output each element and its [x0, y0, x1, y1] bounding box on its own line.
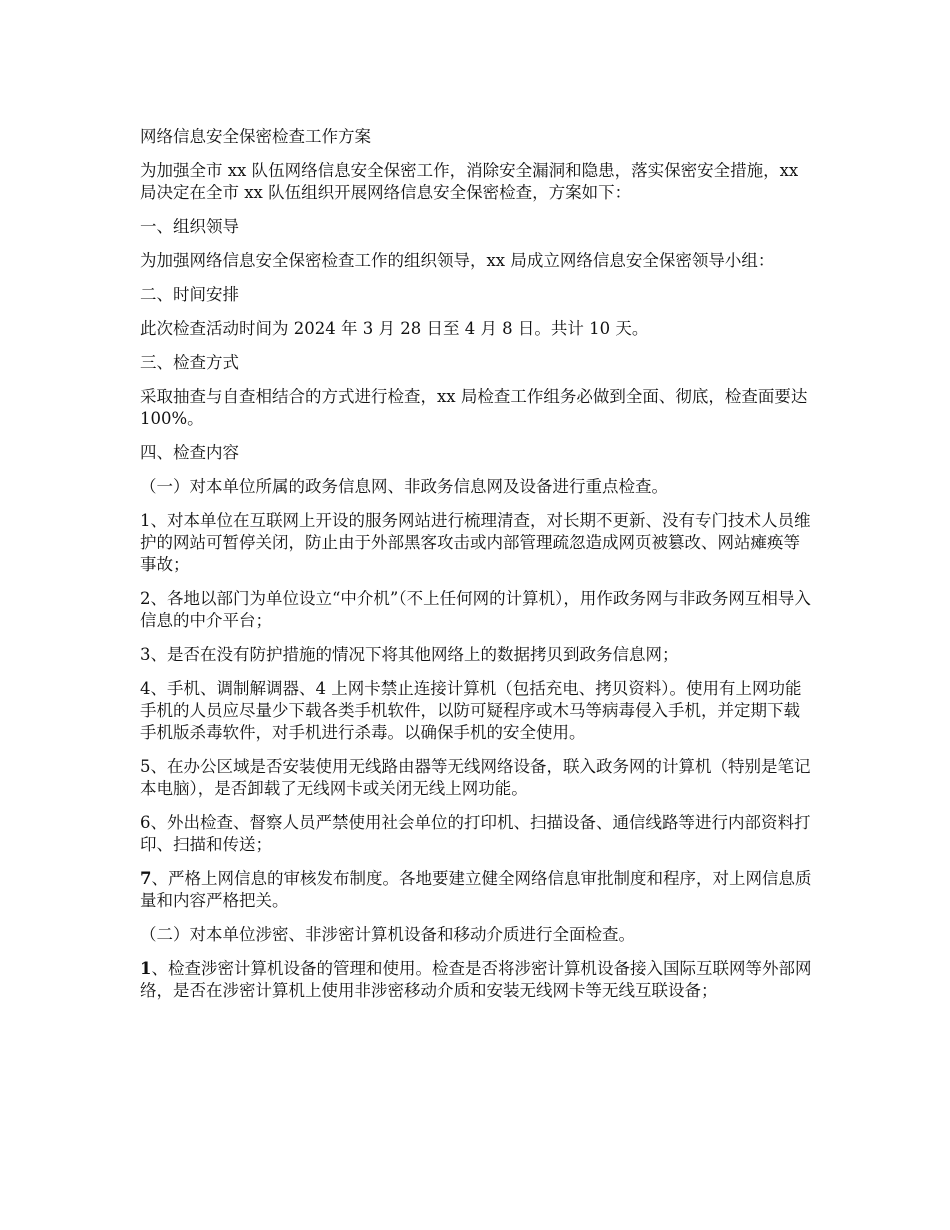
list-item-4: 4、手机、调制解调器、4 上网卡禁止连接计算机（包括充电、拷贝资料）。使用有上网功能手机的人员应尽量少下载各类手机软件，以防可疑程序或木马等病毒侵入手机，并定期下载手机版杀毒软件，对手机进行杀毒。以确保手机的安全使用。 [140, 679, 802, 742]
intro-paragraph: 为加强全市 xx 队伍网络信息安全保密工作，消除安全漏洞和隐患，落实保密安全措施，xx 局决定在全市 xx 队伍组织开展网络信息安全保密检查，方案如下： [140, 161, 799, 202]
subsection-heading-1: （一）对本单位所属的政务信息网、非政务信息网及设备进行重点检查。 [140, 477, 668, 496]
list-item-7-number: 7 [140, 869, 152, 888]
subsection-heading-2: （二）对本单位涉密、非涉密计算机设备和移动介质进行全面检查。 [140, 925, 635, 944]
list-item-3: 3、是否在没有防护措施的情况下将其他网络上的数据拷贝到政务信息网； [140, 645, 679, 664]
section-heading-organization: 一、组织领导 [140, 217, 239, 236]
section-heading-schedule: 二、时间安排 [140, 285, 239, 304]
document-title: 网络信息安全保密检查工作方案 [140, 127, 371, 146]
method-paragraph: 采取抽查与自查相结合的方式进行检查，xx 局检查工作组务必做到全面、彻底，检查面要达 100%。 [140, 387, 808, 428]
list-item-7 [140, 868, 812, 912]
section-heading-method: 三、检查方式 [140, 353, 239, 372]
list-item-5: 5、在办公区域是否安装使用无线路由器等无线网络设备，联入政务网的计算机（特别是笔记本电脑），是否卸载了无线网卡或关闭无线上网功能。 [140, 757, 811, 798]
list-item-2-1-number: 1 [140, 959, 152, 978]
list-item-1: 1、对本单位在互联网上开设的服务网站进行梳理清查，对长期不更新、没有专门技术人员维护的网站可暂停关闭，防止由于外部黑客攻击或内部管理疏忽造成网页被篡改、网站瘫痪等事故； [140, 511, 811, 574]
list-item-2: 2、各地以部门为单位设立“中介机”（不上任何网的计算机），用作政务网与非政务网互相导入信息的中介平台； [140, 589, 811, 630]
schedule-paragraph: 此次检查活动时间为 2024 年 3 月 28 日至 4 月 8 日。共计 10 天。 [140, 319, 649, 338]
document-body [140, 126, 812, 1014]
list-item-2-1 [140, 958, 812, 1002]
list-item-2-1-text: 、检查涉密计算机设备的管理和使用。检查是否将涉密计算机设备接入国际互联网等外部网络，是否在涉密计算机上使用非涉密移动介质和安装无线网卡等无线互联设备； [140, 959, 812, 1000]
organization-paragraph: 为加强网络信息安全保密检查工作的组织领导，xx 局成立网络信息安全保密领导小组： [140, 251, 775, 270]
list-item-7-text: 、严格上网信息的审核发布制度。各地要建立健全网络信息审批制度和程序，对上网信息质量和内容严格把关。 [140, 869, 812, 910]
list-item-6: 6、外出检查、督察人员严禁使用社会单位的打印机、扫描设备、通信线路等进行内部资料打印、扫描和传送； [140, 813, 811, 854]
section-heading-content: 四、检查内容 [140, 443, 239, 462]
